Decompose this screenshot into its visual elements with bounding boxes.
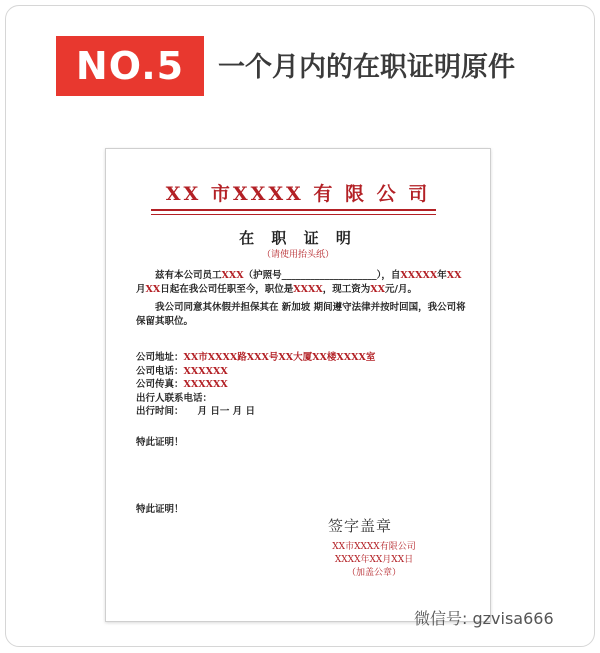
text: 年 — [437, 270, 447, 281]
value: XXXXXX — [183, 379, 228, 390]
contact-block — [136, 351, 375, 419]
text: 元/月。 — [385, 284, 418, 295]
placeholder: XXX — [221, 270, 244, 281]
phone-line — [136, 365, 375, 379]
letterhead-rule-thin — [151, 214, 436, 215]
text: 日起在我公司任职至今，职位是 — [160, 284, 294, 295]
company-letterhead: XX 市XXXX 有 限 公 司 — [165, 183, 431, 205]
placeholder: XX — [370, 284, 386, 295]
stamp-company: XX市XXXX有限公司 — [332, 542, 416, 552]
traveler-phone-line — [136, 392, 375, 406]
text: ），自 — [376, 270, 401, 281]
value: XX市XXXX路XXX号XX大厦XX楼XXXX室 — [183, 352, 376, 363]
text: ，现工资为 — [322, 284, 371, 295]
employment-certificate — [105, 148, 491, 622]
headline: 一个月内的在职证明原件 — [218, 52, 515, 83]
text: 兹有本公司员工 — [155, 270, 222, 281]
number-badge: NO.5 — [56, 36, 204, 96]
address-line — [136, 351, 375, 365]
proof-statement-1: 特此证明！ — [136, 437, 184, 448]
blank-line: ____________________ — [281, 270, 377, 281]
paragraph-employment — [136, 269, 466, 297]
label: 出行人联系电话： — [136, 392, 213, 404]
paragraph-guarantee: 我公司同意其休假并担保其在 新加坡 期间遵守法律并按时回国，我公司将保留其职位。 — [136, 302, 466, 327]
certificate-body — [136, 269, 466, 333]
value: 月 日一 月 日 — [197, 406, 255, 417]
label: 公司传真： — [136, 379, 184, 390]
placeholder: XX — [145, 284, 161, 295]
stamp-date: XXXX年XX月XX日 — [334, 555, 414, 565]
proof-statement-2: 特此证明！ — [136, 504, 184, 515]
letterhead-note: （请使用抬头纸） — [261, 250, 334, 260]
text: 月 — [136, 284, 146, 295]
label: 公司电话： — [136, 365, 184, 377]
wechat-watermark: 微信号: gzvisa666 — [414, 609, 554, 628]
label: 公司地址： — [136, 352, 184, 363]
value: XXXXXX — [183, 365, 228, 377]
signature-label: 签字盖章 — [328, 517, 393, 535]
placeholder: XXXXX — [400, 270, 438, 281]
travel-time-line — [136, 405, 375, 419]
text: （护照号 — [243, 270, 282, 281]
fax-line — [136, 378, 375, 392]
stamp-block — [314, 541, 434, 580]
letterhead-rule-thick — [151, 209, 436, 211]
placeholder: XXXX — [293, 284, 323, 295]
stamp-note: （加盖公章） — [346, 568, 401, 578]
document-title: 在 职 证 明 — [239, 229, 357, 247]
label: 出行时间： — [136, 406, 184, 417]
placeholder: XX — [446, 270, 462, 281]
